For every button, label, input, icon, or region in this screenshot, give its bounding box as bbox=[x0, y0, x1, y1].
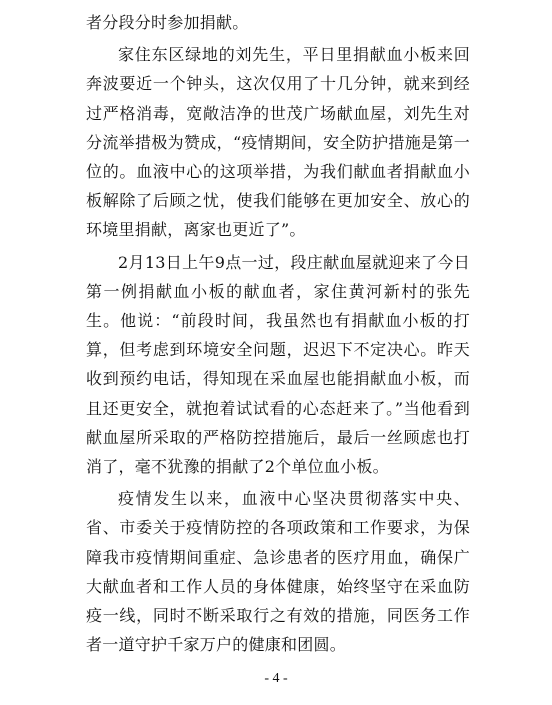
document-body bbox=[86, 8, 470, 662]
paragraph-continuation: 者分段分时参加捐献。 bbox=[86, 13, 249, 32]
paragraph-blood-center-measures: 疫情发生以来，血液中心坚决贯彻落实中央、省、市委关于疫情防控的各项政策和工作要求，为保障我市疫情期间重症、急诊患者的医疗用血，确保广大献血者和工作人员的身体健康，始终坚守在采血防疫一线，同时不断采取行之有效的措施，同医务工作者一道守护千家万户的健康和团圆。 bbox=[86, 489, 470, 655]
paragraph-zhang-donor: 2月13日上午9点一过，段庄献血屋就迎来了今日第一例捐献血小板的献血者，家住黄河新村的张先生。他说：“前段时间，我虽然也有捐献血小板的打算，但考虑到环境安全问题，迟迟下不定决心。昨天收到预约电话，得知现在采血屋也能捐献血小板，而且还更安全，就抱着试试看的心态赶来了。”当他看到献血屋所采取的严格防控措施后，最后一丝顾虑也打消了，毫不犹豫的捐献了2个单位血小板。 bbox=[86, 252, 470, 477]
paragraph-liu-donor: 家住东区绿地的刘先生，平日里捐献血小板来回奔波要近一个钟头，这次仅用了十几分钟，就来到经过严格消毒，宽敞洁净的世茂广场献血屋，刘先生对分流举措极为赞成，“疫情期间，安全防护措施是第一位的。血液中心的这项举措，为我们献血者捐献血小板解除了后顾之忧，使我们能够在更加安全、放心的环境里捐献，离家也更近了”。 bbox=[86, 45, 470, 240]
page-number: - 4 - bbox=[264, 671, 288, 686]
